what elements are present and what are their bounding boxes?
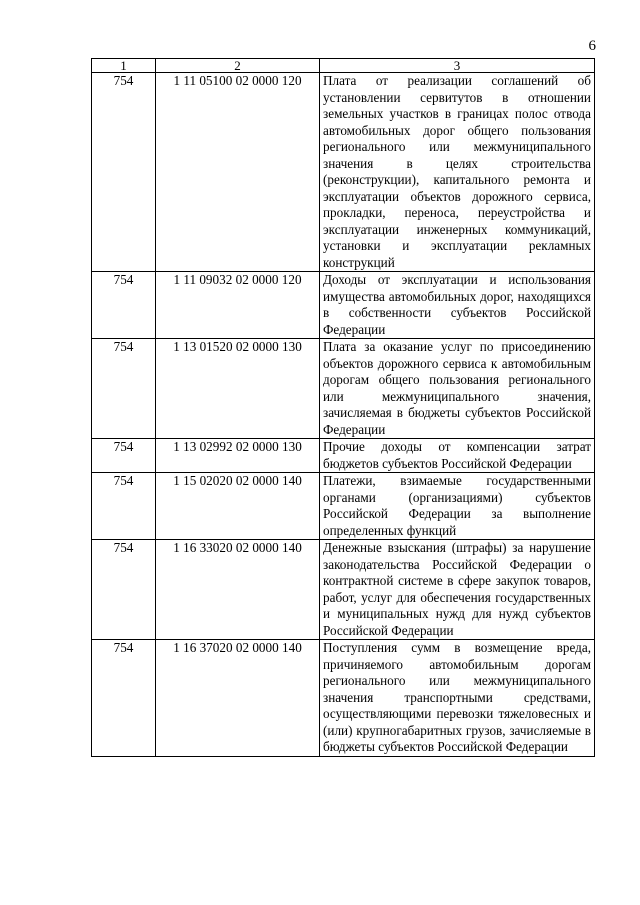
table-header-row (92, 59, 595, 73)
table-row (92, 73, 595, 272)
budget-code-cell: 1 11 05100 02 0000 120 (156, 73, 320, 272)
admin-code-cell: 754 (92, 73, 156, 272)
admin-code-cell: 754 (92, 339, 156, 439)
table-row (92, 540, 595, 640)
description-cell: Поступления сумм в возмещение вреда, причиняемого автомобильным дорогам регионального или межмуниципального значения транспортными средствами, осуществляющими перевозки тяжеловесных и (или) крупногабаритных грузов, зачисляемые в бюджеты субъектов Российской Федерации (320, 640, 595, 757)
budget-code-cell: 1 13 02992 02 0000 130 (156, 439, 320, 473)
budget-code-cell: 1 16 33020 02 0000 140 (156, 540, 320, 640)
description-cell: Доходы от эксплуатации и использования имущества автомобильных дорог, находящихся в собственности субъектов Российской Федерации (320, 272, 595, 339)
admin-code-cell: 754 (92, 272, 156, 339)
table-row (92, 640, 595, 757)
budget-code-cell: 1 16 37020 02 0000 140 (156, 640, 320, 757)
admin-code-cell: 754 (92, 540, 156, 640)
table-row (92, 473, 595, 540)
revenue-codes-table (91, 58, 595, 757)
description-cell: Денежные взыскания (штрафы) за нарушение законодательства Российской Федерации о контрактной системе в сфере закупок товаров, работ, услуг для обеспечения государственных и муниципальных нужд для нужд субъектов Российской Федерации (320, 540, 595, 640)
table-row (92, 339, 595, 439)
description-cell: Прочие доходы от компенсации затрат бюджетов субъектов Российской Федерации (320, 439, 595, 473)
column-header-3: 3 (320, 59, 595, 73)
admin-code-cell: 754 (92, 473, 156, 540)
admin-code-cell: 754 (92, 640, 156, 757)
description-cell: Плата за оказание услуг по присоединению объектов дорожного сервиса к автомобильным дорогам общего пользования регионального или межмуниципального значения, зачисляемая в бюджеты субъектов Российской Федерации (320, 339, 595, 439)
budget-code-cell: 1 11 09032 02 0000 120 (156, 272, 320, 339)
column-header-2: 2 (156, 59, 320, 73)
description-cell: Платежи, взимаемые государственными органами (организациями) субъектов Российской Федерации за выполнение определенных функций (320, 473, 595, 540)
description-cell: Плата от реализации соглашений об установлении сервитутов в отношении земельных участков в границах полос отвода автомобильных дорог общего пользования регионального или межмуниципального значения в целях строительства (реконструкции), капитального ремонта и эксплуатации объектов дорожного сервиса, прокладки, переноса, переустройства и эксплуатации инженерных коммуникаций, установки и эксплуатации рекламных конструкций (320, 73, 595, 272)
table-row (92, 439, 595, 473)
admin-code-cell: 754 (92, 439, 156, 473)
budget-code-cell: 1 13 01520 02 0000 130 (156, 339, 320, 439)
budget-code-cell: 1 15 02020 02 0000 140 (156, 473, 320, 540)
table-row (92, 272, 595, 339)
column-header-1: 1 (92, 59, 156, 73)
page-number: 6 (588, 38, 596, 54)
